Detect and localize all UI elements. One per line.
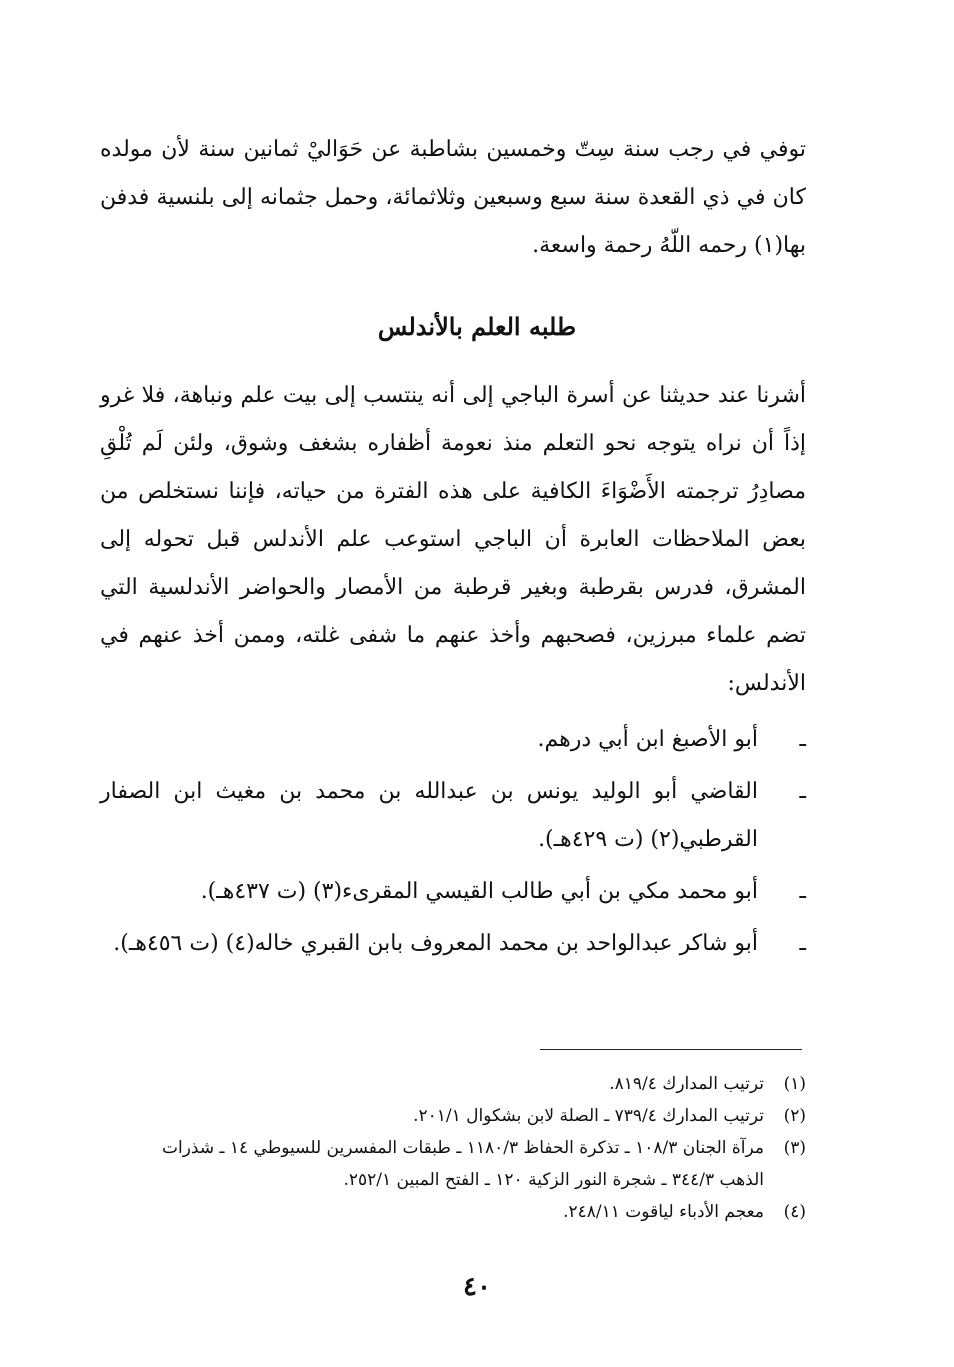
footnote-divider bbox=[540, 1049, 802, 1050]
footnote bbox=[140, 1132, 806, 1196]
list-item bbox=[100, 716, 806, 764]
list-item bbox=[100, 868, 806, 916]
footnote-number: (٣) bbox=[783, 1138, 806, 1158]
list-dash: ـ bbox=[799, 779, 806, 804]
teacher-entry: أبو الأصبغ ابن أبي درهم. bbox=[537, 727, 758, 752]
footnote-number: (١) bbox=[783, 1074, 806, 1094]
footnote-number: (٢) bbox=[783, 1106, 806, 1126]
footnote-number: (٤) bbox=[783, 1202, 806, 1222]
list-dash: ـ bbox=[799, 879, 806, 904]
list-item bbox=[100, 920, 806, 968]
footnote-text: مرآة الجنان ١٠٨/٣ ـ تذكرة الحفاظ ١١٨٠/٣ ـ طبقات المفسرين للسيوطي ١٤ ـ شذرات الذهب ٣٤٤/٣ ـ شجرة النور الزكية ١٢٠ ـ الفتح المبين ٢٥٢/١. bbox=[161, 1138, 764, 1190]
teacher-entry: القاضي أبو الوليد يونس بن عبدالله بن محمد بن مغيث ابن الصفار القرطبي(٢) (ت ٤٢٩هـ). bbox=[100, 779, 758, 852]
teacher-entry: أبو شاكر عبدالواحد بن محمد المعروف بابن القبري خاله(٤) (ت ٤٥٦هـ). bbox=[113, 931, 758, 956]
footnote-text: معجم الأدباء لياقوت ٢٤٨/١١. bbox=[563, 1202, 764, 1222]
footnote bbox=[140, 1100, 806, 1132]
page-number: ٤٠ bbox=[463, 1272, 491, 1302]
footnote-text: ترتيب المدارك ٨١٩/٤. bbox=[609, 1074, 764, 1094]
teacher-entry: أبو محمد مكي بن أبي طالب القيسي المقرىء(٣) (ت ٤٣٧هـ). bbox=[200, 879, 758, 904]
list-item bbox=[100, 768, 806, 864]
intro-paragraph: توفي في رجب سنة سِتّ وخمسين بشاطبة عن حَوَاليْ ثمانين سنة لأن مولده كان في ذي القعدة سنة سبع وسبعين وثلاثمائة، وحمل جثمانه إلى بلنسية فدفن بها(١) رحمه اللّهُ رحمة واسعة. bbox=[100, 137, 806, 258]
section-heading: طلبه العلم بالأندلس bbox=[377, 312, 577, 341]
footnote bbox=[140, 1068, 806, 1100]
teachers-list bbox=[100, 716, 806, 972]
footnote-text: ترتيب المدارك ٧٣٩/٤ ـ الصلة لابن بشكوال ٢٠١/١. bbox=[413, 1106, 764, 1126]
footnotes bbox=[140, 1068, 806, 1228]
section-paragraph: أشرنا عند حديثنا عن أسرة الباجي إلى أنه ينتسب إلى بيت علم ونباهة، فلا غرو إذاً أن نراه يتوجه نحو التعلم منذ نعومة أظفاره بشغف وشوق، ولئن لَم تُلْقِ مصادِرُ ترجمته الأَضْوَاءَ الكافية على هذه الفترة من حياته، فإننا نستخلص من بعض الملاحظات العابرة أن الباجي استوعب علم الأندلس قبل تحوله إلى المشرق، فدرس بقرطبة وبغير قرطبة من الأمصار والحواضر الأندلسية التي تضم علماء مبرزين، فصحبهم وأخذ عنهم ما شفى غلته، وممن أخذ عنهم في الأندلس: bbox=[100, 383, 806, 696]
footnote bbox=[140, 1196, 806, 1228]
list-dash: ـ bbox=[799, 727, 806, 752]
list-dash: ـ bbox=[799, 931, 806, 956]
